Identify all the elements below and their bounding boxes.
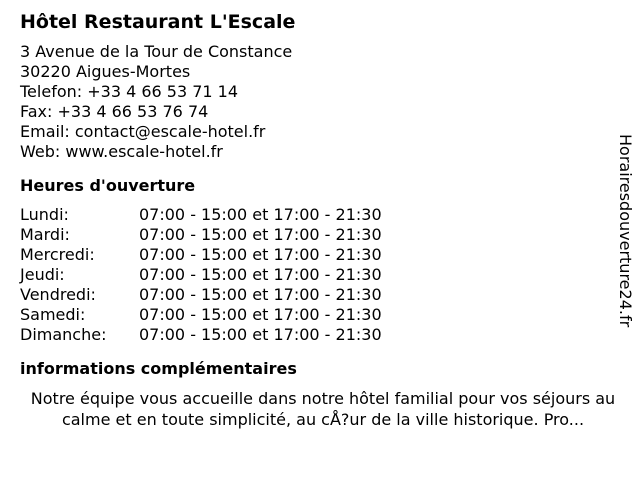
fax-line: Fax: +33 4 66 53 76 74 — [20, 102, 209, 121]
hours-row-sunday — [20, 325, 600, 345]
hours-table — [20, 205, 600, 345]
address-city: 30220 Aigues-Mortes — [20, 62, 191, 81]
hours-heading: Heures d'ouverture — [20, 176, 196, 195]
day-label: Samedi: — [20, 305, 86, 324]
hours-row-saturday — [20, 305, 600, 325]
brand-watermark — [612, 134, 636, 372]
hours-row-monday — [20, 205, 600, 225]
opening-times: 07:00 - 15:00 et 17:00 - 21:30 — [139, 325, 382, 344]
business-card — [20, 10, 616, 430]
day-label: Jeudi: — [20, 265, 65, 284]
email-line: Email: contact@escale-hotel.fr — [20, 122, 266, 141]
day-label: Dimanche: — [20, 325, 107, 344]
opening-times: 07:00 - 15:00 et 17:00 - 21:30 — [139, 245, 382, 264]
hours-row-tuesday — [20, 225, 600, 245]
day-label: Mercredi: — [20, 245, 95, 264]
phone-line: Telefon: +33 4 66 53 71 14 — [20, 82, 239, 101]
web-line: Web: www.escale-hotel.fr — [20, 142, 223, 161]
info-description: Notre équipe vous accueille dans notre hôtel familial pour vos séjours au calme et en toute simplicité, au cÅ?ur de la ville historique. Pro... — [30, 389, 616, 429]
brand-text: Horairesdouverture24.fr — [616, 134, 635, 328]
opening-times: 07:00 - 15:00 et 17:00 - 21:30 — [139, 285, 382, 304]
day-label: Mardi: — [20, 225, 70, 244]
day-label: Vendredi: — [20, 285, 96, 304]
opening-times: 07:00 - 15:00 et 17:00 - 21:30 — [139, 305, 382, 324]
opening-times: 07:00 - 15:00 et 17:00 - 21:30 — [139, 205, 382, 224]
opening-times: 07:00 - 15:00 et 17:00 - 21:30 — [139, 225, 382, 244]
address-street: 3 Avenue de la Tour de Constance — [20, 42, 293, 61]
info-heading: informations complémentaires — [20, 359, 297, 378]
contact-block — [20, 42, 600, 162]
day-label: Lundi: — [20, 205, 69, 224]
opening-times: 07:00 - 15:00 et 17:00 - 21:30 — [139, 265, 382, 284]
hours-row-wednesday — [20, 245, 600, 265]
hours-row-thursday — [20, 265, 600, 285]
business-name: Hôtel Restaurant L'Escale — [20, 11, 296, 33]
hours-row-friday — [20, 285, 600, 305]
